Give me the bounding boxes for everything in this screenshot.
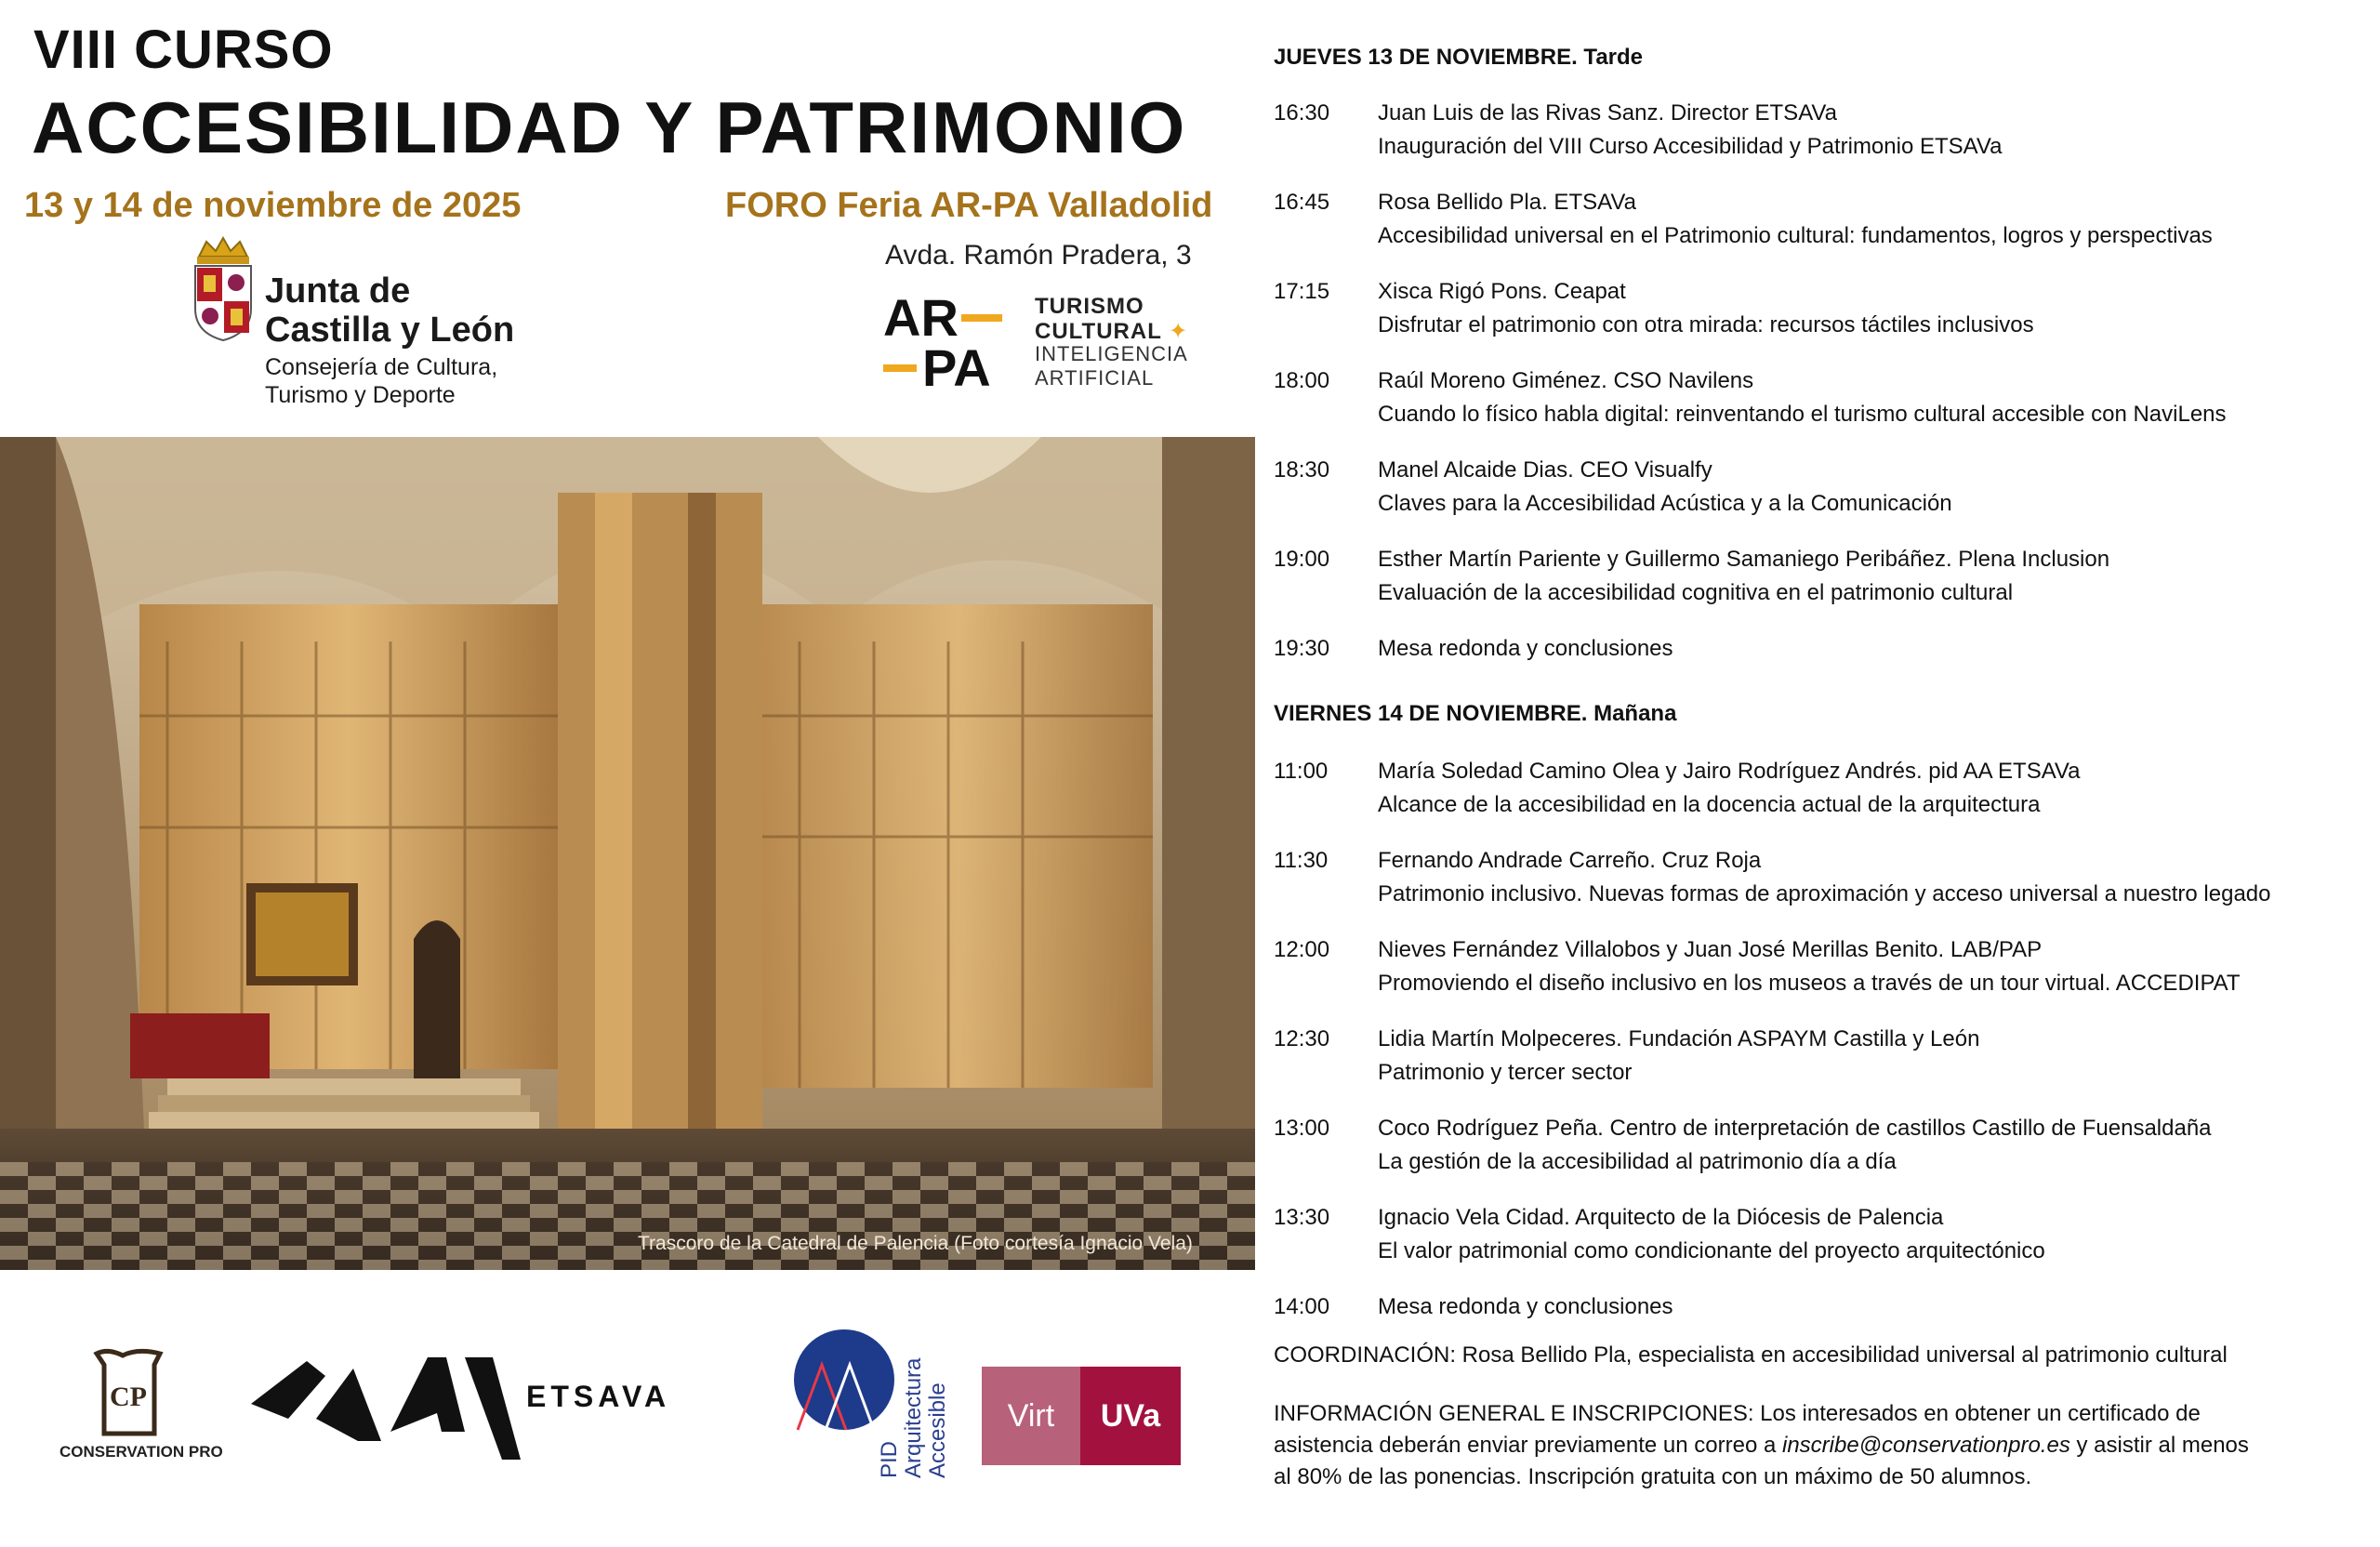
virtuva-left: Virt (982, 1367, 1080, 1465)
slot-speaker: Esther Martín Pariente y Guillermo Samaniego Peribáñez. Plena Inclusion (1378, 547, 2110, 572)
slot-talk: El valor patrimonial como condicionante del proyecto arquitectónico (1378, 1238, 2045, 1263)
junta-department: Consejería de Cultura, Turismo y Deporte (265, 354, 498, 408)
arpa-text-line: CULTURAL ✦ (1035, 319, 1189, 344)
slot-speaker: Nieves Fernández Villalobos y Juan José Merillas Benito. LAB/PAP (1378, 937, 2043, 962)
photo-caption: Trascoro de la Catedral de Palencia (Foto cortesía Ignacio Vela) (638, 1233, 1193, 1254)
arpa-text-line: INTELIGENCIA (1035, 342, 1188, 365)
arpa-logo-mark: AR PA (883, 292, 1004, 394)
etsava-logo-icon (251, 1339, 530, 1465)
slot-talk: Disfrutar el patrimonio con otra mirada: recursos táctiles inclusivos (1378, 312, 2034, 337)
slot-speaker: Rosa Bellido Pla. ETSAVa (1378, 190, 1636, 215)
slot-speaker: Fernando Andrade Carreño. Cruz Roja (1378, 848, 1762, 873)
slot-time: 11:30 (1274, 848, 1329, 873)
course-title: ACCESIBILIDAD Y PATRIMONIO (32, 86, 1187, 168)
cathedral-photo (0, 437, 1255, 1270)
slot-speaker: Xisca Rigó Pons. Ceapat (1378, 279, 1626, 304)
slot-speaker: María Soledad Camino Olea y Jairo Rodríguez Andrés. pid AA ETSAVa (1378, 759, 2081, 784)
course-venue: FORO Feria AR-PA Valladolid (725, 186, 1213, 225)
slot-talk: Claves para la Accesibilidad Acústica y a la Comunicación (1378, 491, 1952, 516)
slot-talk: Promoviendo el diseño inclusivo en los museos a través de un tour virtual. ACCEDIPAT (1378, 971, 2241, 996)
course-label: VIII CURSO (33, 20, 334, 80)
day2-heading: VIERNES 14 DE NOVIEMBRE. Mañana (1274, 701, 1677, 726)
conservation-pro-icon (89, 1348, 167, 1441)
slot-speaker: Mesa redonda y conclusiones (1378, 1294, 1673, 1319)
junta-coat-of-arms-icon (186, 236, 260, 344)
slot-talk: Patrimonio inclusivo. Nuevas formas de aproximación y acceso universal a nuestro legado (1378, 881, 2271, 906)
slot-time: 12:00 (1274, 937, 1330, 962)
slot-speaker: Mesa redonda y conclusiones (1378, 636, 1673, 661)
slot-speaker: Manel Alcaide Dias. CEO Visualfy (1378, 457, 1712, 483)
slot-time: 17:15 (1274, 279, 1330, 304)
slot-speaker: Coco Rodríguez Peña. Centro de interpretación de castillos Castillo de Fuensaldaña (1378, 1116, 2212, 1141)
slot-talk: Evaluación de la accesibilidad cognitiva en el patrimonio cultural (1378, 580, 2014, 605)
slot-speaker: Lidia Martín Molpeceres. Fundación ASPAYM Castilla y León (1378, 1026, 1980, 1051)
slot-time: 13:00 (1274, 1116, 1330, 1141)
slot-speaker: Juan Luis de las Rivas Sanz. Director ETSAVa (1378, 100, 1837, 126)
slot-talk: La gestión de la accesibilidad al patrimonio día a día (1378, 1149, 1897, 1174)
registration-email[interactable]: inscribe@conservationpro.es (1781, 1433, 2070, 1458)
coordination-note: COORDINACIÓN: Rosa Bellido Pla, especialista en accesibilidad universal al patrimonio cultural (1274, 1342, 2228, 1368)
slot-talk: Inauguración del VIII Curso Accesibilidad y Patrimonio ETSAVa (1378, 134, 2003, 159)
junta-name: Junta de Castilla y León (265, 271, 515, 350)
registration-info: INFORMACIÓN GENERAL E INSCRIPCIONES: Los interesados en obtener un certificado de asistencia deberán enviar previamente un correo a inscribe@conservationpro.es y asistir al menos al 80% de las ponencias. Inscripción gratuita con un máximo de 50 alumnos. (1274, 1401, 2249, 1489)
slot-talk: Patrimonio y tercer sector (1378, 1060, 1633, 1085)
slot-talk: Cuando lo físico habla digital: reinventando el turismo cultural accesible con NaviLens (1378, 402, 2227, 427)
svg-text:CP: CP (110, 1382, 147, 1412)
etsava-text: ETSAVA (526, 1380, 671, 1413)
slot-time: 12:30 (1274, 1026, 1330, 1051)
venue-address: Avda. Ramón Pradera, 3 (885, 240, 1192, 271)
sparkle-icon: ✦ (1169, 319, 1189, 344)
pid-text: PID Arquitectura Accesible (877, 1357, 950, 1478)
arpa-text-line: TURISMO (1035, 294, 1144, 319)
conservation-pro-text: CONSERVATION PRO (60, 1443, 223, 1461)
slot-time: 18:30 (1274, 457, 1330, 483)
slot-time: 18:00 (1274, 368, 1330, 393)
slot-talk: Alcance de la accesibilidad en la docencia actual de la arquitectura (1378, 792, 2041, 817)
slot-time: 11:00 (1274, 759, 1329, 784)
slot-time: 16:45 (1274, 190, 1330, 215)
slot-time: 14:00 (1274, 1294, 1330, 1319)
course-dates: 13 y 14 de noviembre de 2025 (24, 186, 522, 225)
arpa-text-line: ARTIFICIAL (1035, 366, 1155, 390)
slot-time: 19:00 (1274, 547, 1330, 572)
slot-time: 13:30 (1274, 1205, 1330, 1230)
slot-speaker: Ignacio Vela Cidad. Arquitecto de la Diócesis de Palencia (1378, 1205, 1944, 1230)
day1-heading: JUEVES 13 DE NOVIEMBRE. Tarde (1274, 45, 1644, 70)
virtuva-right: UVa (1080, 1367, 1181, 1465)
slot-talk: Accesibilidad universal en el Patrimonio cultural: fundamentos, logros y perspectivas (1378, 223, 2213, 248)
slot-speaker: Raúl Moreno Giménez. CSO Navilens (1378, 368, 1754, 393)
slot-time: 16:30 (1274, 100, 1330, 126)
slot-time: 19:30 (1274, 636, 1330, 661)
